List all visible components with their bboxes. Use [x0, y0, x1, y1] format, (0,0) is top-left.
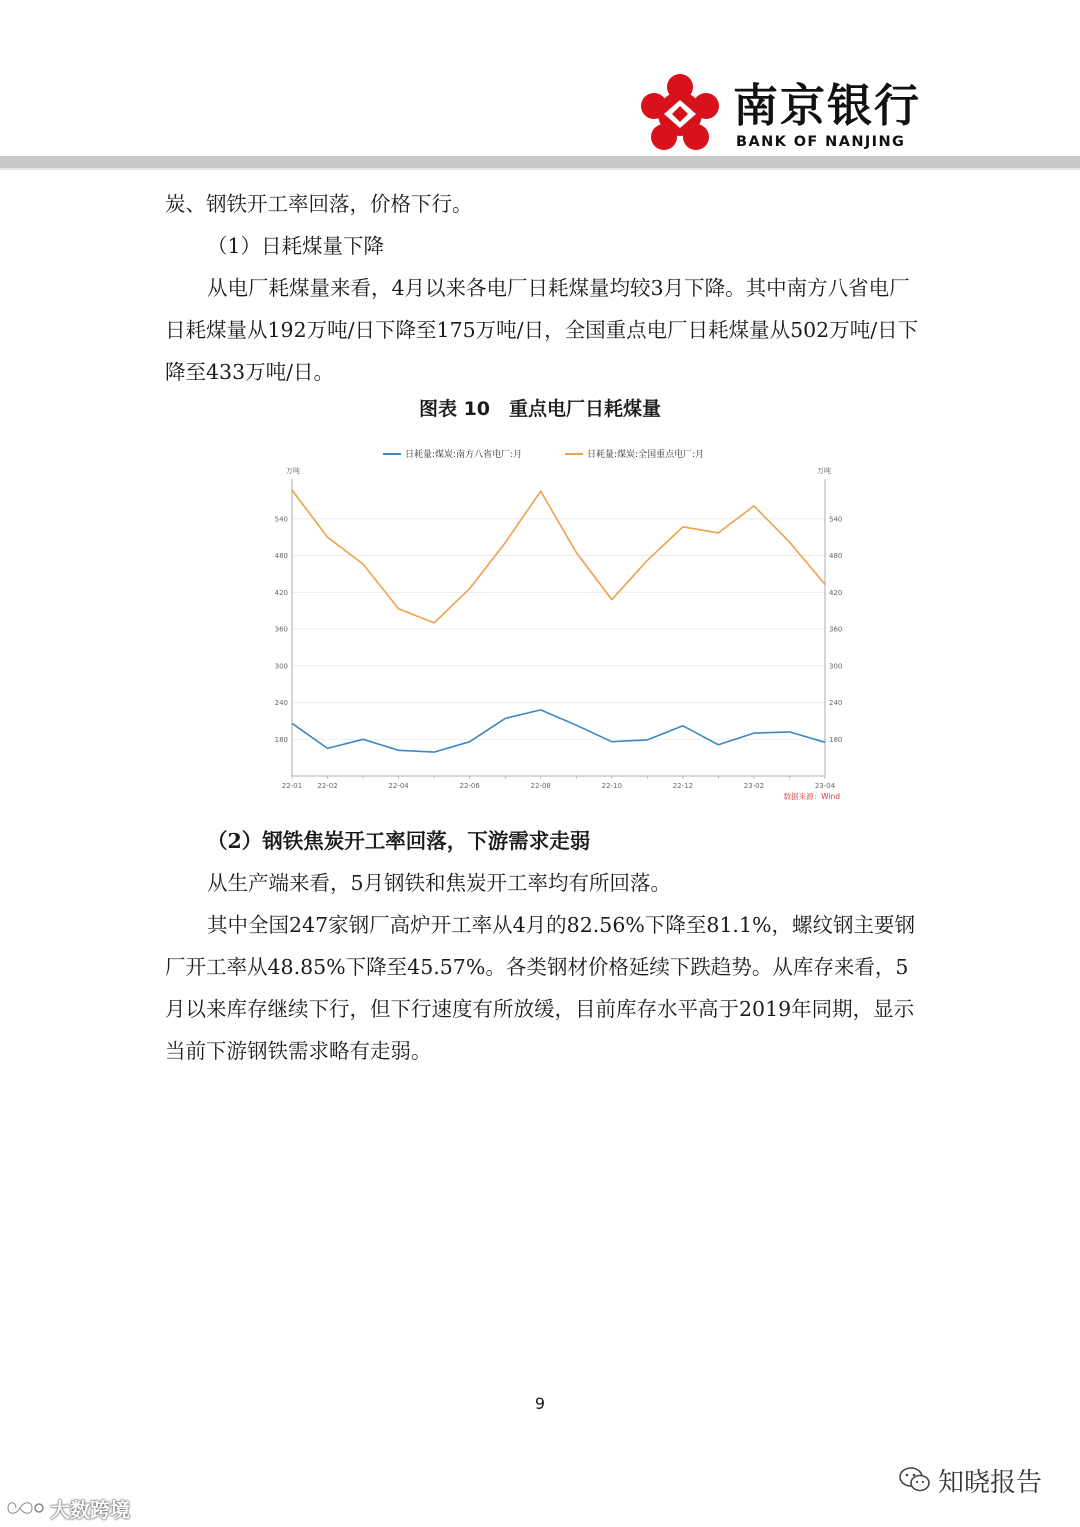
x-tick-label: 23-02 — [743, 782, 765, 790]
chart-series — [292, 490, 825, 752]
y-tick-label-left: 540 — [274, 515, 288, 524]
section1-heading: （1）日耗煤量下降 — [207, 234, 385, 258]
header-divider — [0, 156, 1080, 168]
y-tick-label-left: 420 — [274, 588, 288, 597]
header-divider-line — [0, 168, 1080, 170]
watermark-left — [6, 1493, 130, 1523]
y-tick-label-left: 360 — [274, 625, 288, 634]
y-tick-label-right: 180 — [829, 735, 843, 744]
y-tick-label-right: 360 — [829, 625, 843, 634]
y-tick-label-right: 420 — [829, 588, 843, 597]
bank-name-cn: 南京银行 — [733, 79, 922, 132]
y-tick-label-left: 300 — [274, 662, 288, 671]
infinity-logo-icon — [6, 1497, 46, 1519]
wechat-icon — [898, 1465, 932, 1495]
series-line-2 — [292, 490, 825, 623]
watermark-right-text: 知晓报告 — [938, 1467, 1043, 1498]
section2-paragraph-2: 其中全国247家钢厂高炉开工率从4月的82.56%下降至81.1%，螺纹钢主要钢厂开工率从48.85%下降至45.57%。各类钢材价格延续下跌趋势。从库存来看，5月以来库存继续下行，但下行速度有所放缓，目前库存水平高于2019年同期，显示当前下游钢铁需求略有走弱。 — [165, 913, 915, 1063]
y-tick-label-left: 180 — [274, 735, 288, 744]
y-tick-label-right: 240 — [829, 699, 843, 708]
chart-axes — [275, 479, 843, 790]
chart-grid — [292, 519, 825, 739]
x-tick-label: 22-02 — [317, 782, 338, 790]
x-tick-label: 22-06 — [459, 782, 480, 790]
coal-consumption-chart — [270, 436, 850, 806]
y-tick-label-right: 480 — [829, 552, 843, 561]
watermark-right — [898, 1460, 1042, 1500]
y-tick-label-right: 540 — [829, 515, 843, 524]
y-tick-label-left: 480 — [274, 552, 288, 561]
page-number: 9 — [534, 1394, 546, 1413]
bank-logo — [640, 74, 720, 154]
x-tick-label: 23-04 — [814, 782, 836, 790]
legend-label-2: 日耗量:煤炭:全国重点电厂:月 — [587, 450, 705, 460]
watermark-left-text: 大数跨境 — [50, 1497, 130, 1522]
intro-line: 炭、钢铁开工率回落，价格下行。 — [165, 192, 473, 216]
y-tick-label-right: 300 — [829, 662, 843, 671]
x-tick-label: 22-10 — [601, 782, 622, 790]
chart-svg — [270, 436, 850, 806]
y-unit-left: 万吨 — [286, 467, 300, 475]
section2-paragraph-1: 从生产端来看，5月钢铁和焦炭开工率均有所回落。 — [207, 871, 672, 895]
x-tick-label: 22-08 — [530, 782, 551, 790]
y-unit-right: 万吨 — [817, 467, 831, 475]
section1-paragraph: 从电厂耗煤量来看，4月以来各电厂日耗煤量均较3月下降。其中南方八省电厂日耗煤量从192万吨/日下降至175万吨/日，全国重点电厂日耗煤量从502万吨/日下降至433万吨/日。 — [165, 276, 919, 384]
figure-title: 图表 10 重点电厂日耗煤量 — [418, 398, 662, 420]
legend-label-1: 日耗量:煤炭:南方八省电厂:月 — [405, 450, 523, 460]
bank-name-en: BANK OF NANJING — [736, 134, 906, 150]
chart-source-note: 数据来源：Wind — [783, 792, 840, 801]
x-tick-label: 22-04 — [388, 782, 409, 790]
x-tick-label: 22-01 — [281, 782, 303, 790]
chart-legend — [383, 448, 704, 460]
y-tick-label-left: 240 — [274, 699, 288, 708]
series-line-1 — [292, 710, 825, 752]
section2-heading: （2）钢铁焦炭开工率回落，下游需求走弱 — [207, 829, 591, 853]
x-tick-label: 22-12 — [672, 782, 694, 790]
